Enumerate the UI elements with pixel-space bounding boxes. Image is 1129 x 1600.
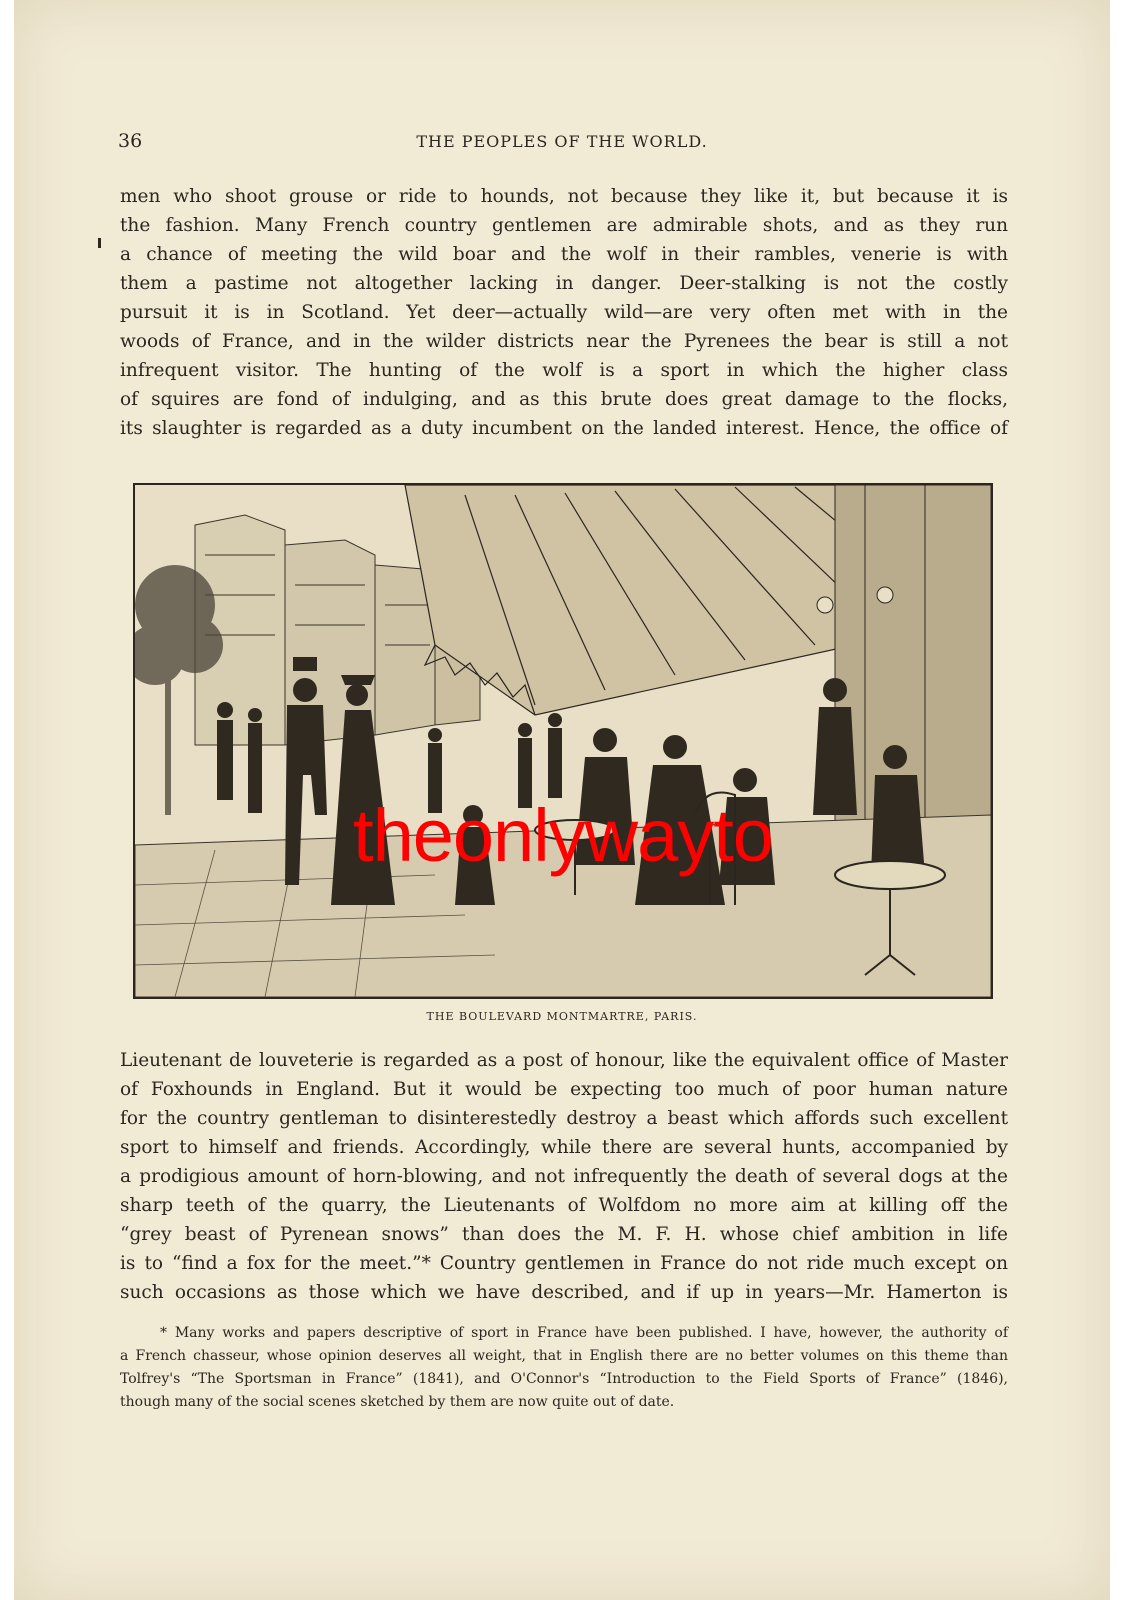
- footnote: [120, 1322, 1008, 1414]
- footnote-line: though many of the social scenes sketched by them are now quite out of date.: [120, 1394, 675, 1410]
- page-number: 36: [118, 130, 143, 152]
- engraving-illustration: [133, 483, 993, 999]
- text-line: its slaughter is regarded as a duty incumbent on the landed interest. Hence, the office of: [120, 418, 1008, 439]
- footnote-line: Tolfrey's “The Sportsman in France” (1841), and O'Connor's “Introduction to the Field Sports of France” (1846),: [120, 1371, 1008, 1387]
- text-line: them a pastime not altogether lacking in danger. Deer-stalking is not the costly: [120, 273, 1008, 294]
- text-line: the fashion. Many French country gentlemen are admirable shots, and as they run: [120, 215, 1008, 236]
- text-line: such occasions as those which we have described, and if up in years—Mr. Hamerton is: [120, 1282, 1008, 1303]
- watermark-text: theonlywayto: [353, 794, 773, 877]
- text-line: woods of France, and in the wilder districts near the Pyrenees the bear is still a not: [120, 331, 1008, 352]
- text-line: “grey beast of Pyrenean snows” than does the M. F. H. whose chief ambition in life: [120, 1224, 1008, 1245]
- text-line: sport to himself and friends. Accordingly, while there are several hunts, accompanied by: [120, 1137, 1008, 1158]
- paragraph-2: [120, 1046, 1008, 1307]
- text-line: of Foxhounds in England. But it would be expecting too much of poor human nature: [120, 1079, 1008, 1100]
- paragraph-1: [120, 182, 1008, 443]
- page-header: [118, 130, 1006, 160]
- illustration-caption: THE BOULEVARD MONTMARTRE, PARIS.: [426, 1010, 698, 1023]
- footnote-line: a French chasseur, whose opinion deserves all weight, that in English there are no better volumes on this theme than: [120, 1348, 1008, 1364]
- book-page: [14, 0, 1110, 1600]
- text-line: is to “find a fox for the meet.”* Country gentlemen in France do not ride much except on: [120, 1253, 1008, 1274]
- text-line: Lieutenant de louveterie is regarded as a post of honour, like the equivalent office of Master: [120, 1050, 1008, 1071]
- text-line: sharp teeth of the quarry, the Lieutenants of Wolfdom no more aim at killing off the: [120, 1195, 1008, 1216]
- margin-mark: [98, 238, 101, 248]
- text-line: men who shoot grouse or ride to hounds, not because they like it, but because it is: [120, 186, 1008, 207]
- running-title: THE PEOPLES OF THE WORLD.: [416, 132, 708, 151]
- footnote-line: * Many works and papers descriptive of sport in France have been published. I have, however, the authority of: [160, 1325, 1008, 1341]
- text-line: infrequent visitor. The hunting of the wolf is a sport in which the higher class: [120, 360, 1008, 381]
- text-line: a chance of meeting the wild boar and the wolf in their rambles, venerie is with: [120, 244, 1008, 265]
- text-line: pursuit it is in Scotland. Yet deer—actually wild—are very often met with in the: [120, 302, 1008, 323]
- text-line: for the country gentleman to disinterestedly destroy a beast which affords such excellent: [120, 1108, 1008, 1129]
- text-line: a prodigious amount of horn-blowing, and not infrequently the death of several dogs at the: [120, 1166, 1008, 1187]
- text-line: of squires are fond of indulging, and as this brute does great damage to the flocks,: [120, 389, 1008, 410]
- boulevard-scene-drawing: [135, 485, 991, 997]
